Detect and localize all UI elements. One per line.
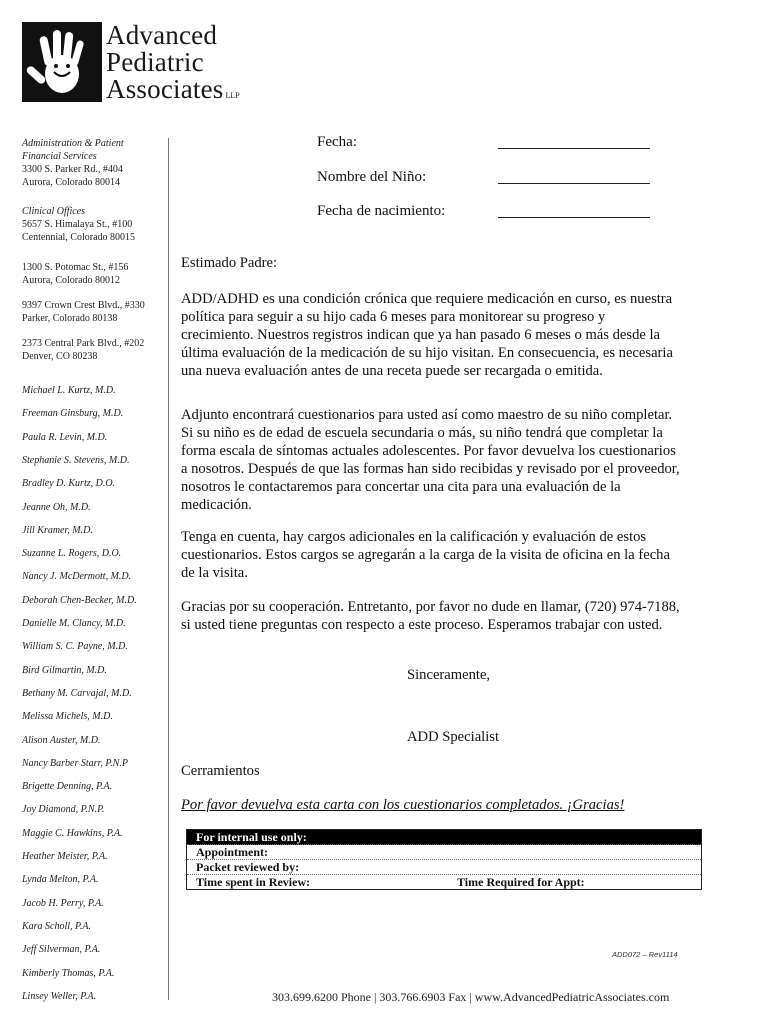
provider-name: William S. C. Payne, M.D. — [22, 641, 128, 653]
enclosures: Cerramientos — [181, 763, 260, 779]
practice-logo — [22, 22, 252, 108]
office2-address-1: 1300 S. Potomac St., #156 — [22, 262, 129, 273]
logo-line-2: Pediatric — [106, 47, 204, 77]
provider-name: Bradley D. Kurtz, D.O. — [22, 478, 116, 490]
office4-address-1: 2373 Central Park Blvd., #202 — [22, 338, 145, 349]
provider-name: Alison Auster, M.D. — [22, 734, 101, 746]
provider-name: Brigette Denning, P.A. — [22, 781, 113, 793]
admin-address-2: Aurora, Colorado 80014 — [22, 177, 121, 188]
clinical-office-3 — [22, 299, 145, 325]
hand-print-icon — [22, 22, 102, 102]
clinical-title: Clinical Offices — [22, 206, 86, 217]
provider-name: Freeman Ginsburg, M.D. — [22, 408, 124, 420]
appointment-label: Appointment: — [196, 845, 269, 859]
office4-address-2: Denver, CO 80238 — [22, 351, 98, 362]
provider-name: Jacob H. Perry, P.A. — [22, 897, 104, 909]
logo-suffix: LLP — [225, 91, 240, 100]
practice-name — [106, 22, 240, 103]
logo-line-3: Associates — [106, 74, 224, 104]
admin-office — [22, 137, 124, 189]
provider-name: Bethany M. Carvajal, M.D. — [22, 687, 132, 699]
paragraph-2: Adjunto encontrará cuestionarios para usted así como maestro de su niño completar. Si su niño es de edad de escuela secundaria o más, su niño tendrá que completar la forma escala de síntomas actuales adolescentes. Por favor devuelva los cuestionarios a nosotros. Después de que las formas han sido recibidas y revisado por el proveedor, nosotros le contactaremos para concertar una cita para una evaluación de la medicación. — [181, 407, 680, 513]
clinical-office-1 — [22, 205, 135, 244]
footer-contact: 303.699.6200 Phone | 303.766.6903 Fax | www.AdvancedPediatricAssociates.com — [272, 990, 670, 1004]
date-field[interactable] — [317, 134, 657, 154]
provider-name: Nancy Barber Starr, P.N.P — [22, 757, 128, 769]
provider-name: Kara Scholl, P.A. — [22, 920, 91, 932]
return-notice: Por favor devuelva esta carta con los cuestionarios completados. ¡Gracias! — [181, 797, 625, 813]
clinical-address-2: Centennial, Colorado 80015 — [22, 232, 136, 243]
provider-name: Jeff Silverman, P.A. — [22, 944, 101, 956]
dob-label: Fecha de nacimiento: — [317, 203, 446, 219]
packet-label: Packet reviewed by: — [196, 860, 300, 874]
clinical-office-4 — [22, 337, 144, 363]
provider-name: Maggie C. Hawkins, P.A. — [22, 827, 123, 839]
office2-address-2: Aurora, Colorado 80012 — [22, 275, 121, 286]
provider-name: Michael L. Kurtz, M.D. — [22, 385, 116, 396]
appointment-row[interactable] — [187, 845, 701, 860]
admin-title-2: Financial Services — [22, 151, 97, 162]
paragraph-3: Tenga en cuenta, hay cargos adicionales en la calificación y evaluación de estos cuestionarios. Estos cargos se agregarán a la carga de la visita de oficina en la fecha de la visita. — [181, 529, 670, 581]
provider-name: Jill Kramer, M.D. — [22, 524, 93, 536]
provider-name: Melissa Michels, M.D. — [22, 711, 113, 723]
date-label: Fecha: — [317, 134, 357, 150]
signature: ADD Specialist — [407, 729, 500, 745]
provider-name: Heather Meister, P.A. — [22, 851, 108, 862]
sidebar-divider — [168, 138, 169, 1000]
logo-line-1: Advanced — [106, 20, 218, 50]
dob-line[interactable] — [498, 217, 650, 218]
clinical-office-2 — [22, 261, 128, 287]
office3-address-1: 9397 Crown Crest Blvd., #330 — [22, 300, 145, 311]
paragraph-4: Gracias por su cooperación. Entretanto, por favor no dude en llamar, (720) 974-7188, si usted tiene preguntas con respecto a este proceso. Esperamos trabajar con usted. — [181, 599, 680, 633]
provider-name: Stephanie S. Stevens, M.D. — [22, 454, 130, 466]
date-line[interactable] — [498, 148, 650, 149]
form-code: ADD072 – Rev1114 — [612, 950, 678, 959]
greeting: Estimado Padre: — [181, 255, 278, 271]
dob-field[interactable] — [317, 203, 657, 223]
office3-address-2: Parker, Colorado 80138 — [22, 313, 118, 324]
provider-name: Bird Gilmartin, M.D. — [22, 664, 107, 676]
admin-address-1: 3300 S. Parker Rd., #404 — [22, 164, 123, 175]
child-name-field[interactable] — [317, 169, 657, 189]
paragraph-1: ADD/ADHD es una condición crónica que requiere medicación en curso, es nuestra política para seguir a su hijo cada 6 meses para monitorear su progreso y crecimiento. Nuestros registros indican que ya han pasado 6 meses o más desde la última evaluación de la medicación de su hijo visitan. En consecuencia, es necesaria una nueva evaluación antes de una receta puede ser recargada o emitida. — [181, 291, 673, 379]
provider-name: Suzanne L. Rogers, D.O. — [22, 548, 122, 560]
closing: Sinceramente, — [407, 667, 491, 683]
admin-title-1: Administration & Patient — [22, 138, 124, 149]
time-row[interactable] — [187, 875, 701, 889]
clinical-address-1: 5657 S. Himalaya St., #100 — [22, 219, 133, 230]
child-name-line[interactable] — [498, 183, 650, 184]
provider-name: Jeanne Oh, M.D. — [22, 501, 91, 513]
provider-name: Joy Diamond, P.N.P. — [22, 804, 105, 816]
provider-name: Paula R. Levin, M.D. — [22, 431, 108, 443]
child-name-label: Nombre del Niño: — [317, 169, 427, 185]
provider-name: Danielle M. Clancy, M.D. — [22, 618, 126, 629]
packet-row[interactable] — [187, 860, 701, 875]
provider-name: Lynda Melton, P.A. — [22, 874, 99, 886]
internal-header: For internal use only: — [187, 830, 701, 845]
provider-name: Nancy J. McDermott, M.D. — [22, 571, 132, 583]
provider-name: Deborah Chen-Becker, M.D. — [22, 594, 137, 606]
time-required-label: Time Required for Appt: — [457, 875, 585, 889]
time-spent-label: Time spent in Review: — [196, 875, 311, 889]
internal-use-box — [186, 829, 702, 890]
provider-name: Linsey Weller, P.A. — [22, 990, 97, 1002]
provider-name: Kimberly Thomas, P.A. — [22, 967, 115, 979]
